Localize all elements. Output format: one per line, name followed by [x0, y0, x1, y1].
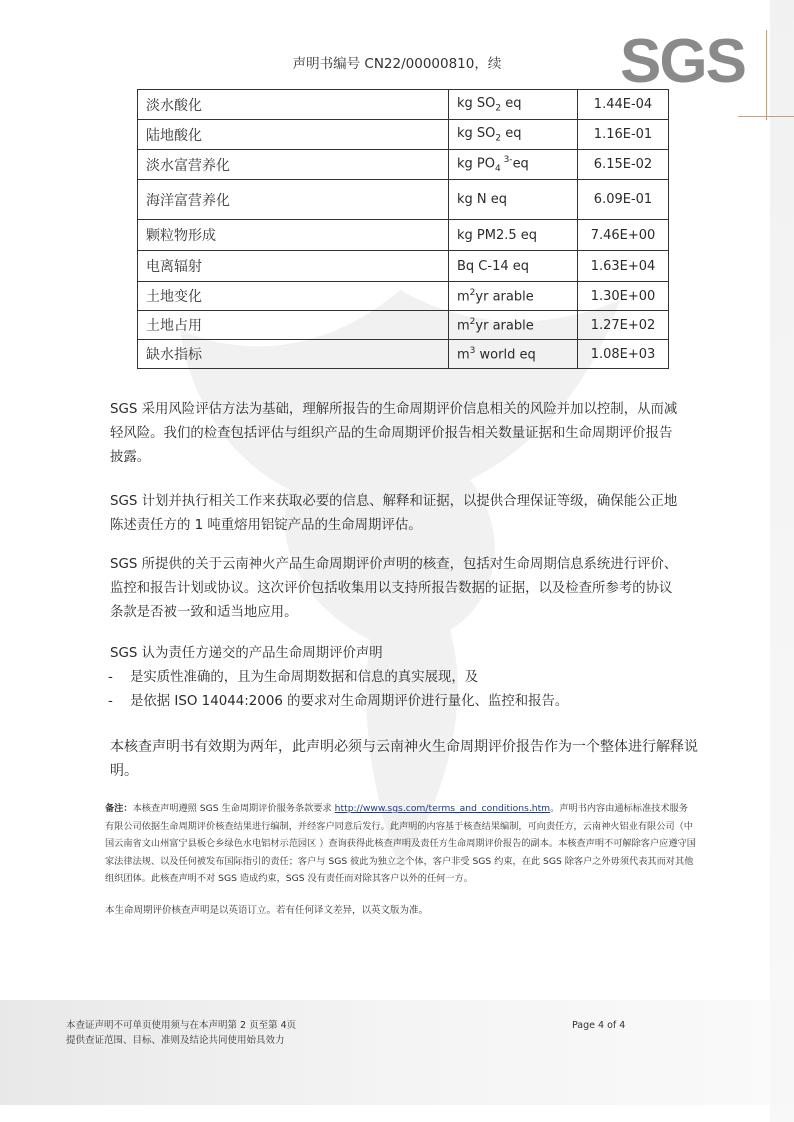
statement-number-header: 声明书编号 CN22/00000810，续 [292, 56, 502, 72]
footer-line: 本查证声明不可单页使用须与在本声明第 2 页至第 4页 [66, 1020, 297, 1031]
unit-main: kg PM2.5 eq [457, 227, 538, 243]
sgs-logo-text: SGS [620, 27, 745, 96]
unit-subscript: 2 [495, 103, 502, 114]
remarks-label: 备注： [105, 803, 133, 814]
page-number: Page 4 of 4 [572, 1020, 626, 1031]
table-row [138, 150, 669, 180]
footer-line: 提供查证范围、目标、准则及结论共同使用始具效力 [66, 1035, 285, 1046]
unit-superscript: 3- [500, 155, 513, 166]
impact-category-cell: 缺水指标 [138, 340, 449, 369]
bullet-dash: - [108, 694, 113, 709]
table-row [138, 311, 669, 340]
value-cell: 1.63E+04 [578, 251, 669, 282]
unit-cell [449, 340, 578, 369]
value-cell: 1.30E+00 [578, 282, 669, 311]
value-cell: 6.09E-01 [578, 180, 669, 220]
unit-superscript: 3 [469, 345, 476, 356]
table-row [138, 251, 669, 282]
bullet-dash: - [108, 670, 113, 685]
unit-main: kg N eq [457, 192, 508, 207]
paragraph-line: SGS 所提供的关于云南神火产品生命周期评价声明的核查，包括对生命周期信息系统进行评价、 [110, 557, 678, 572]
logo-crosshair-vertical [766, 30, 767, 120]
value-cell: 1.16E-01 [578, 120, 669, 150]
impact-category-cell: 电离辐射 [138, 251, 449, 282]
unit-cell [449, 282, 578, 311]
unit-cell [449, 220, 578, 251]
page-edge-strip [770, 0, 794, 1122]
paragraph-line: 轻风险。我们的检查包括评估与组织产品的生命周期评价报告相关数量证据和生命周期评价报告 [110, 426, 673, 441]
table-row [138, 282, 669, 311]
value-cell: 7.46E+00 [578, 220, 669, 251]
paragraph-line: 明。 [110, 763, 138, 779]
paragraph-opinion-intro [110, 642, 700, 666]
unit-main: m [457, 347, 470, 363]
value-cell: 1.44E-04 [578, 90, 669, 120]
paragraph-line: SGS 计划并执行相关工作来获取必要的信息、解释和证据，以提供合理保证等级，确保能公正地 [110, 494, 678, 509]
paragraph-planning [110, 490, 700, 538]
paragraph-line: 披露。 [110, 450, 151, 465]
table-row [138, 90, 669, 120]
unit-tail: eq [512, 156, 529, 172]
unit-cell [449, 180, 578, 220]
paragraph-validity [110, 735, 700, 783]
bullet-text: 是依据 ISO 14044:2006 的要求对生命周期评价进行量化、监控和报告。 [130, 694, 569, 709]
terms-link[interactable]: http://www.sgs.com/terms_and_conditions.htm [334, 803, 551, 814]
paragraph-line: 监控和报告计划或协议。这次评价包括收集用以支持所报告数据的证据，以及检查所参考的协议 [110, 581, 673, 596]
table-row [138, 340, 669, 369]
unit-cell [449, 150, 578, 180]
unit-main: m [457, 318, 470, 334]
table-row [138, 220, 669, 251]
unit-cell [449, 120, 578, 150]
table-row [138, 120, 669, 150]
impact-category-cell: 海洋富营养化 [138, 180, 449, 220]
unit-tail: eq [501, 95, 522, 111]
value-cell: 6.15E-02 [578, 150, 669, 180]
unit-main: kg PO [457, 156, 495, 172]
unit-superscript: 2 [469, 316, 476, 327]
bullet-text: 是实质性准确的，且为生命周期数据和信息的真实展现，及 [130, 670, 479, 685]
impact-category-cell: 土地变化 [138, 282, 449, 311]
unit-subscript: 4 [494, 163, 501, 174]
unit-main: kg SO [457, 125, 496, 141]
table-row [138, 180, 669, 220]
remarks-text: 。声明书内容由通标标准技术服务有限公司依据生命周期评价核查结果进行编制，并经客户同意后发行。此声明的内容基于核查结果编制，可向责任方，云南神火铝业有限公司（中国云南省文山州富宁县板仑乡绿色水电铝材示范园区 ）查询获得此核查声明及责任方生命周期评价报告的副本。本核查声明不可解除客户应遵守国家法律法规、以及任何被发布国际指引的责任；客户与 SGS 彼此为独立之个体，客户非受 SGS 约束，在此 SGS 除客户之外毋须代表其而对其他组织团体。此核查声明不对 SGS 造成约束，SGS 没有责任而对除其客户以外的任何一方。 [105, 803, 696, 884]
remarks-note [105, 800, 697, 888]
paragraph-line: 本核查声明书有效期为两年，此声明必须与云南神火生命周期评价报告作为一个整体进行解释说 [110, 739, 698, 755]
impact-category-cell: 土地占用 [138, 311, 449, 340]
impact-category-cell: 颗粒物形成 [138, 220, 449, 251]
value-cell: 1.08E+03 [578, 340, 669, 369]
impact-category-cell: 陆地酸化 [138, 120, 449, 150]
unit-tail: eq [501, 125, 522, 141]
impact-category-table [137, 89, 669, 369]
unit-cell [449, 90, 578, 120]
paragraph-line: 陈述责任方的 1 吨重熔用铝锭产品的生命周期评估。 [110, 518, 422, 533]
unit-main: m [457, 289, 470, 305]
impact-category-cell: 淡水酸化 [138, 90, 449, 120]
paragraph-risk-approach [110, 398, 700, 470]
unit-cell [449, 311, 578, 340]
paragraph-line: 条款是否被一致和适当地应用。 [110, 605, 298, 620]
paragraph-verification-scope [110, 553, 700, 625]
logo-crosshair-horizontal [738, 116, 794, 117]
impact-category-cell: 淡水富营养化 [138, 150, 449, 180]
unit-main: kg SO [457, 95, 496, 111]
paragraph-line: SGS 采用风险评估方法为基础，理解所报告的生命周期评价信息相关的风险并加以控制，从而减 [110, 402, 678, 417]
footer-validity-note [66, 1018, 366, 1048]
paragraph-line: SGS 认为责任方递交的产品生命周期评价声明 [110, 646, 383, 661]
unit-superscript: 2 [469, 287, 476, 298]
unit-tail: world eq [475, 347, 536, 363]
unit-tail: yr arable [475, 318, 534, 334]
unit-tail: yr arable [475, 289, 534, 305]
unit-cell [449, 251, 578, 282]
unit-subscript: 2 [495, 133, 502, 144]
value-cell: 1.27E+02 [578, 311, 669, 340]
language-note: 本生命周期评价核查声明是以英语订立。若有任何译文差异，以英文版为准。 [105, 905, 429, 916]
unit-main: Bq C-14 eq [457, 258, 529, 274]
remarks-text: 本核查声明遵照 SGS 生命周期评价服务条款要求 [132, 803, 335, 814]
bottom-band [0, 1000, 794, 1105]
